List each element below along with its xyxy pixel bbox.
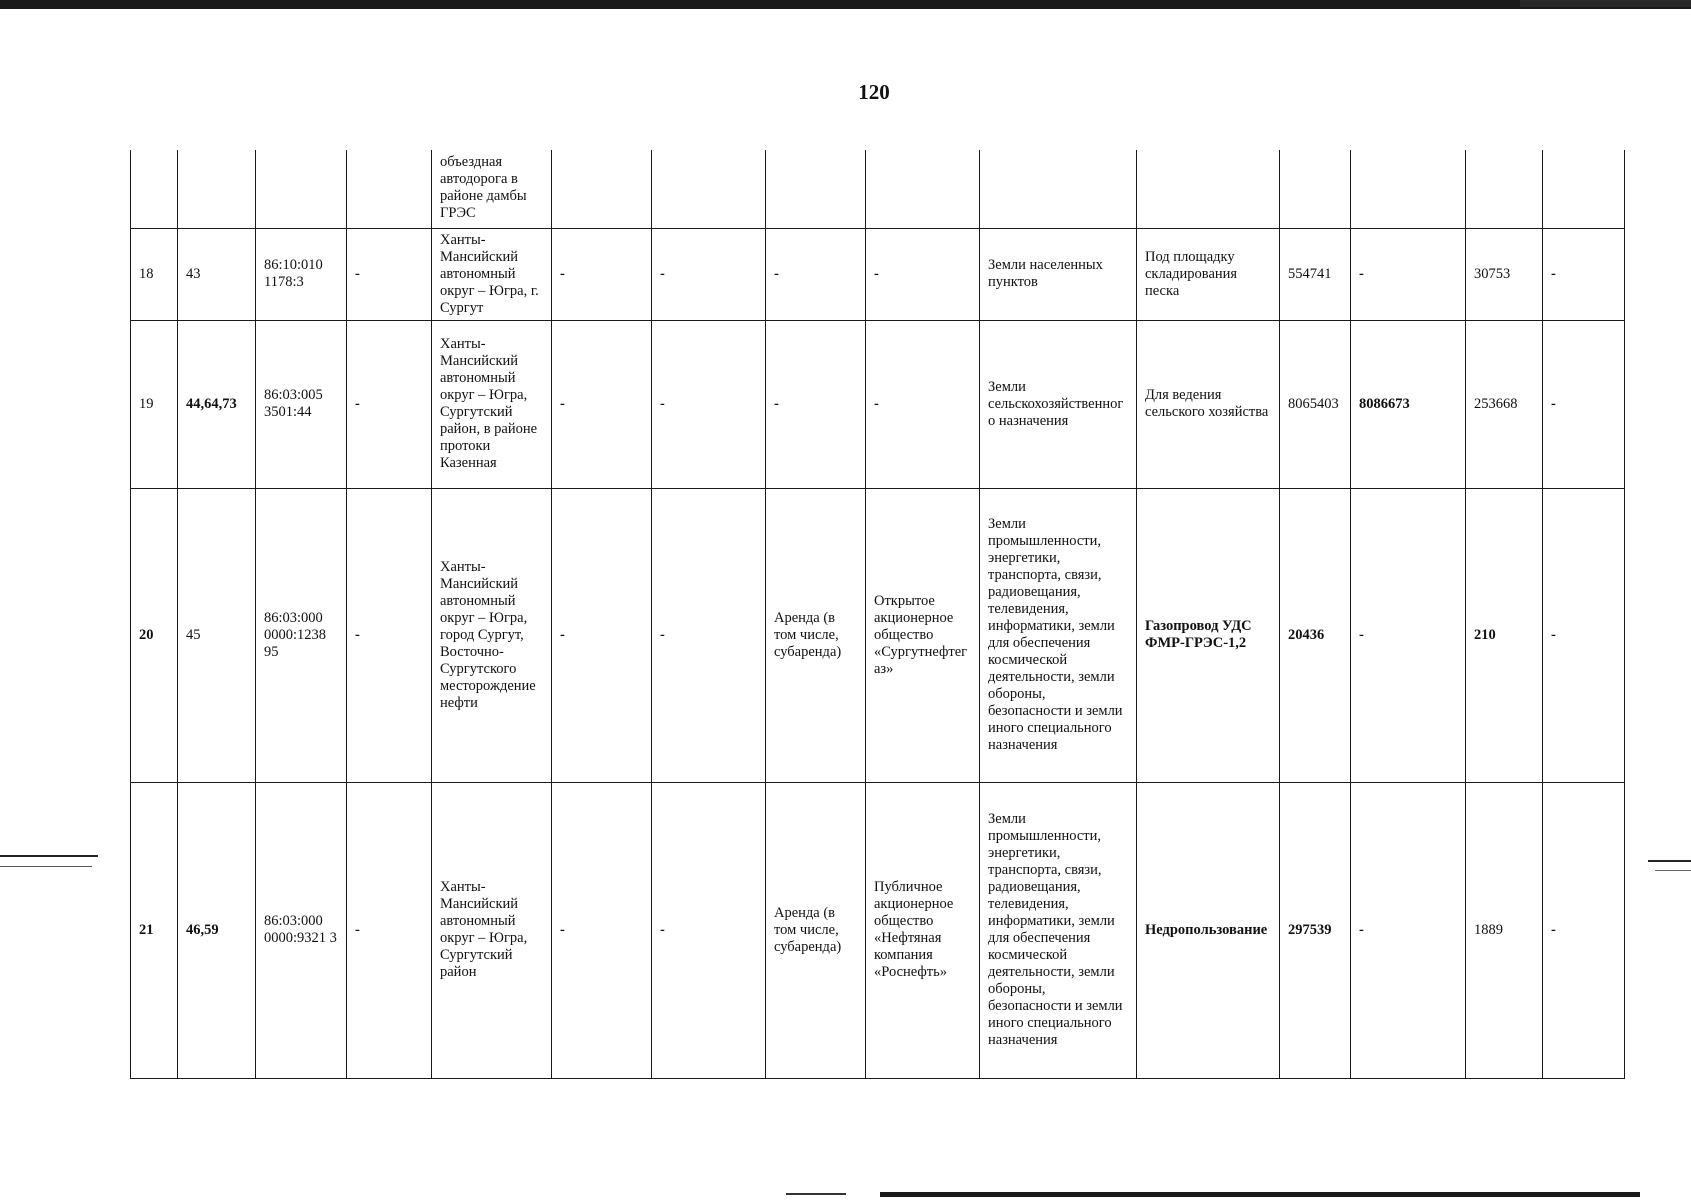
cell-col7: - [652,320,766,488]
cell-encumbrance: - [766,320,866,488]
cell-area: 20436 [1280,488,1351,782]
cell-permitted-use: Газопровод УДС ФМР-ГРЭС-1,2 [1137,488,1280,782]
cell-plot-number: 45 [178,488,256,782]
cell-row-number: 20 [131,488,178,782]
table-row [131,150,1625,228]
cell-col14: 1889 [1466,782,1543,1078]
cell-land-category: Земли промышленности, энергетики, транспорта, связи, радиовещания, телевидения, информатики, земли для обеспечения космической деятельности, земли обороны, безопасности и земли иного специального назначения [980,782,1137,1078]
cell-cadastral-number: 86:10:010 1178:3 [256,228,347,320]
cell-col6: - [552,488,652,782]
cell-permitted-use: Недропользование [1137,782,1280,1078]
cell-col15: - [1543,488,1625,782]
cell-address: Ханты-Мансийский автономный округ – Югра, г. Сургут [432,228,552,320]
cell-col13: - [1351,782,1466,1078]
cell-holder [866,150,980,228]
cell-plot-number: 44,64,73 [178,320,256,488]
cell-col15: - [1543,320,1625,488]
cell-cadastral-number: 86:03:000 0000:1238 95 [256,488,347,782]
cell-cadastral-number [256,150,347,228]
cell-col14: 253668 [1466,320,1543,488]
cell-address: объездная автодорога в районе дамбы ГРЭС [432,150,552,228]
cell-col6: - [552,782,652,1078]
cell-col14: 30753 [1466,228,1543,320]
cell-encumbrance: Аренда (в том числе, субаренда) [766,782,866,1078]
cell-encumbrance [766,150,866,228]
cell-col7: - [652,488,766,782]
scan-margin-mark-right [1648,860,1691,862]
cell-col7: - [652,228,766,320]
scan-border-top [0,0,1691,9]
cell-address: Ханты-Мансийский автономный округ – Югра, Сургутский район, в районе протоки Казенная [432,320,552,488]
scan-margin-mark-right-2 [1655,870,1691,871]
scan-border-top-tail [1520,0,1691,7]
cell-col4: - [347,320,432,488]
cell-row-number: 19 [131,320,178,488]
cell-col6: - [552,320,652,488]
cell-col13: - [1351,228,1466,320]
cell-address: Ханты-Мансийский автономный округ – Югра, город Сургут, Восточно-Сургутского месторождение нефти [432,488,552,782]
cell-col4 [347,150,432,228]
cell-row-number: 21 [131,782,178,1078]
cell-area [1280,150,1351,228]
cell-col13 [1351,150,1466,228]
cell-plot-number: 43 [178,228,256,320]
scan-border-bottom-left [786,1193,846,1195]
scan-margin-mark-left-2 [0,866,92,867]
cell-col4: - [347,782,432,1078]
cell-row-number: 18 [131,228,178,320]
cell-land-category: Земли населенных пунктов [980,228,1137,320]
cell-encumbrance: - [766,228,866,320]
cell-row-number [131,150,178,228]
page-number: 120 [858,80,890,104]
table-row [131,228,1625,320]
cell-cadastral-number: 86:03:005 3501:44 [256,320,347,488]
cell-land-category [980,150,1137,228]
cell-area: 554741 [1280,228,1351,320]
land-registry-table [130,150,1625,1079]
cell-col14 [1466,150,1543,228]
cell-holder: Открытое акционерное общество «Сургутнефтегаз» [866,488,980,782]
cell-col15: - [1543,228,1625,320]
cell-permitted-use: Под площадку складирования песка [1137,228,1280,320]
scan-border-bottom [880,1192,1640,1197]
table-row [131,488,1625,782]
cell-col4: - [347,228,432,320]
cell-area: 297539 [1280,782,1351,1078]
table-row [131,320,1625,488]
cell-col7: - [652,782,766,1078]
cell-cadastral-number: 86:03:000 0000:9321 3 [256,782,347,1078]
scan-margin-mark-left [0,855,98,857]
cell-land-category: Земли сельскохозяйственного назначения [980,320,1137,488]
table-row [131,782,1625,1078]
cell-plot-number: 46,59 [178,782,256,1078]
cell-col14: 210 [1466,488,1543,782]
cell-permitted-use [1137,150,1280,228]
cell-holder: - [866,320,980,488]
cell-area: 8065403 [1280,320,1351,488]
cell-permitted-use: Для ведения сельского хозяйства [1137,320,1280,488]
cell-plot-number [178,150,256,228]
cell-land-category: Земли промышленности, энергетики, транспорта, связи, радиовещания, телевидения, информатики, земли для обеспечения космической деятельности, земли обороны, безопасности и земли иного специального назначения [980,488,1137,782]
cell-col13: 8086673 [1351,320,1466,488]
cell-col7 [652,150,766,228]
cell-col6 [552,150,652,228]
cell-holder: - [866,228,980,320]
cell-address: Ханты-Мансийский автономный округ – Югра, Сургутский район [432,782,552,1078]
cell-col15: - [1543,782,1625,1078]
cell-col6: - [552,228,652,320]
cell-holder: Публичное акционерное общество «Нефтяная компания «Роснефть» [866,782,980,1078]
cell-col13: - [1351,488,1466,782]
cell-encumbrance: Аренда (в том числе, субаренда) [766,488,866,782]
cell-col15 [1543,150,1625,228]
cell-col4: - [347,488,432,782]
